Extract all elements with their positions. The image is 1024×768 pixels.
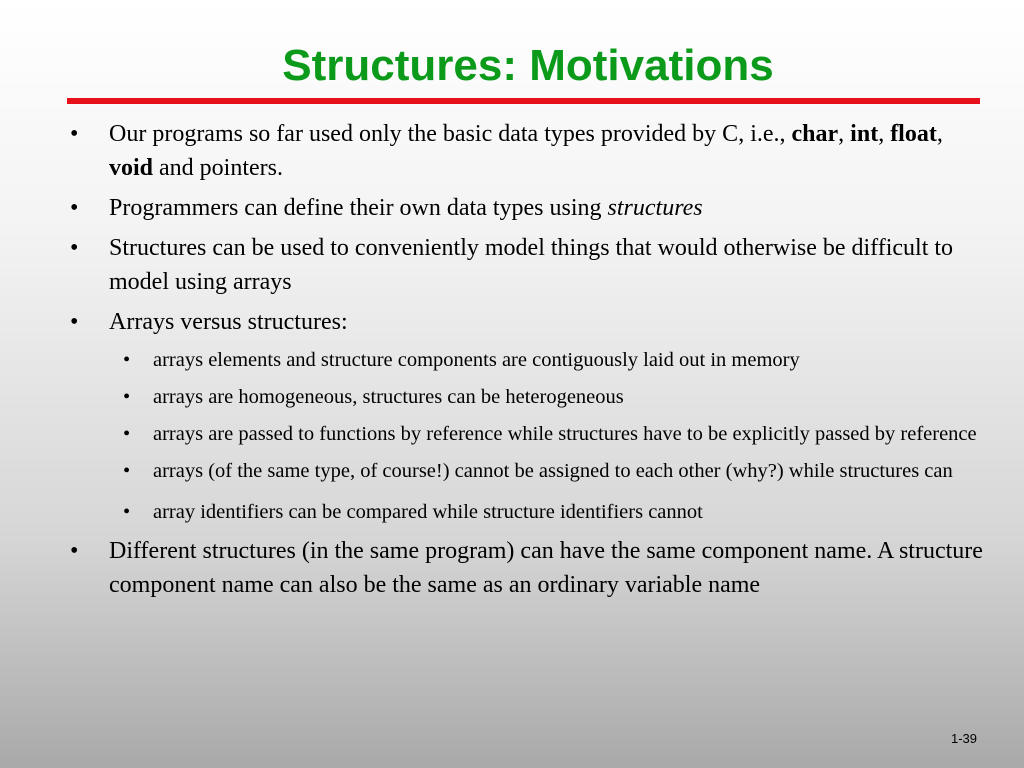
bullet-text: Our programs so far used only the basic data types provided by C, i.e., — [109, 121, 792, 147]
bullet-marker: • — [70, 538, 79, 564]
keyword-char: char — [791, 121, 839, 147]
sub-bullet-item — [67, 419, 987, 450]
keyword-int: int — [850, 121, 879, 147]
keyword-float: float — [890, 121, 937, 147]
bullet-text: Programmers can define their own data types using — [109, 195, 608, 221]
sub-bullet-item — [67, 382, 987, 413]
bullet-text: Arrays versus structures: — [109, 309, 348, 335]
sub-bullet-marker: • — [123, 386, 131, 408]
sub-bullet-marker: • — [123, 349, 131, 371]
bullet-marker: • — [70, 235, 79, 261]
page-number: 1-39 — [950, 731, 977, 746]
bullet-text: and pointers. — [153, 155, 283, 181]
emphasis-structures: structures — [607, 195, 703, 221]
bullet-arrays-vs-structures — [67, 305, 987, 339]
bullet-marker: • — [70, 121, 79, 147]
sub-bullet-item — [67, 497, 987, 528]
separator: , — [838, 121, 851, 147]
bullet-basic-types — [67, 117, 987, 185]
keyword-void: void — [109, 155, 154, 181]
bullet-component-names — [67, 534, 987, 602]
slide-content — [67, 117, 987, 608]
sub-bullet-item — [67, 345, 987, 376]
sub-bullet-text: arrays are homogeneous, structures can be heterogeneous — [153, 386, 624, 408]
bullet-marker: • — [70, 195, 79, 221]
slide-title: Structures: Motivations — [282, 41, 774, 90]
separator: , — [936, 121, 943, 147]
sub-bullet-text: arrays (of the same type, of course!) cannot be assigned to each other (why?) while structures can — [153, 460, 953, 482]
sub-bullet-marker: • — [123, 460, 131, 482]
sub-bullet-text: arrays elements and structure components are contiguously laid out in memory — [153, 349, 800, 371]
bullet-model-things — [67, 231, 987, 299]
sub-bullet-text: array identifiers can be compared while structure identifiers cannot — [153, 501, 703, 523]
sub-bullet-list — [67, 345, 987, 528]
sub-bullet-text: arrays are passed to functions by reference while structures have to be explicitly passed by reference — [153, 423, 977, 445]
sub-bullet-item — [67, 456, 987, 487]
bullet-text: Different structures (in the same program) can have the same component name. A structure component name can also be the same as an ordinary variable name — [109, 538, 983, 598]
title-divider — [67, 98, 980, 104]
bullet-text: Structures can be used to conveniently model things that would otherwise be difficult to model using arrays — [109, 235, 954, 295]
bullet-marker: • — [70, 309, 79, 335]
separator: , — [878, 121, 891, 147]
bullet-define-types — [67, 191, 987, 225]
sub-bullet-marker: • — [123, 423, 131, 445]
sub-bullet-marker: • — [123, 501, 131, 523]
